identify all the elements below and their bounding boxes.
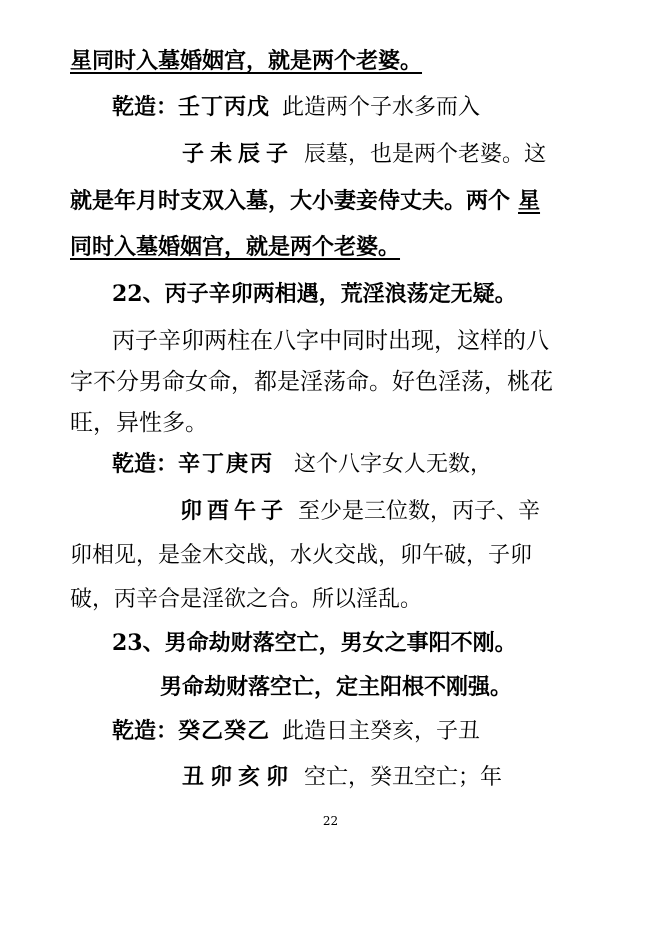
text-segment: 辛丁庚丙: [178, 451, 275, 477]
text-line-13: [70, 585, 422, 615]
text-segment: 星: [518, 188, 541, 214]
text-line-3: [182, 139, 546, 169]
text-segment: 字不分男命女命，都是淫荡命。好色淫荡，桃花: [70, 369, 553, 395]
text-segment: 破，丙辛合是淫欲之合。所以淫乱。: [70, 587, 423, 612]
text-segment: 卯相见，是金木交战，水火交战，卯午破，子卯: [70, 543, 533, 568]
text-line-8: [70, 367, 553, 397]
text-segment: 就是年月时支双入墓，大小妻妾侍丈夫。两个: [70, 188, 511, 214]
text-segment: 星同时入墓婚姻宫，就是两个老婆。: [70, 48, 423, 74]
text-line-17: [182, 762, 502, 792]
text-segment: 这个八字女人无数，: [294, 452, 493, 477]
text-segment: 子未辰子: [182, 141, 295, 167]
text-segment: 同时入墓婚姻宫，就是两个老婆。: [70, 234, 401, 260]
text-line-7: [112, 326, 549, 356]
text-line-11: [180, 496, 540, 526]
text-segment: 丑卯亥卯: [182, 764, 295, 790]
text-segment: 旺，异性多。: [70, 410, 208, 436]
text-line-10: [112, 449, 492, 479]
text-segment: 癸乙癸乙: [178, 718, 271, 744]
text-segment: 22、丙子辛卯两相遇，荒淫浪荡定无疑。: [112, 281, 517, 307]
text-segment: 至少是三位数，丙子、辛: [298, 499, 541, 524]
text-segment: 辰墓，也是两个老婆。这: [304, 142, 547, 167]
text-segment: 卯酉午子: [180, 498, 289, 524]
text-line-5: [70, 232, 400, 262]
heading-23: [112, 628, 517, 658]
text-segment: 男命劫财落空亡，定主阳根不刚强。: [160, 674, 513, 700]
text-segment: 丙子辛卯两柱在八字中同时出现，这样的八: [112, 328, 549, 354]
text-line-2: [112, 92, 480, 122]
text-segment: 壬丁丙戊: [178, 94, 271, 120]
text-segment: 23、男命劫财落空亡，男女之事阳不刚。: [112, 630, 517, 656]
text-segment: 乾造：: [112, 718, 179, 744]
text-line-4: [70, 186, 540, 216]
text-segment: 乾造：: [112, 451, 179, 477]
text-line-15: [160, 672, 512, 702]
heading-22: [112, 279, 517, 309]
text-segment: 此造两个子水多而入: [282, 95, 481, 120]
text-line-16: [112, 716, 480, 746]
text-line-12: [70, 541, 532, 571]
text-line-9: [70, 408, 208, 438]
text-segment: 乾造：: [112, 94, 179, 120]
text-segment: 此造日主癸亥，子丑: [282, 719, 481, 744]
text-segment: 空亡，癸丑空亡；年: [304, 765, 503, 790]
page-number: 22: [322, 814, 339, 828]
text-line-1: [70, 46, 422, 76]
